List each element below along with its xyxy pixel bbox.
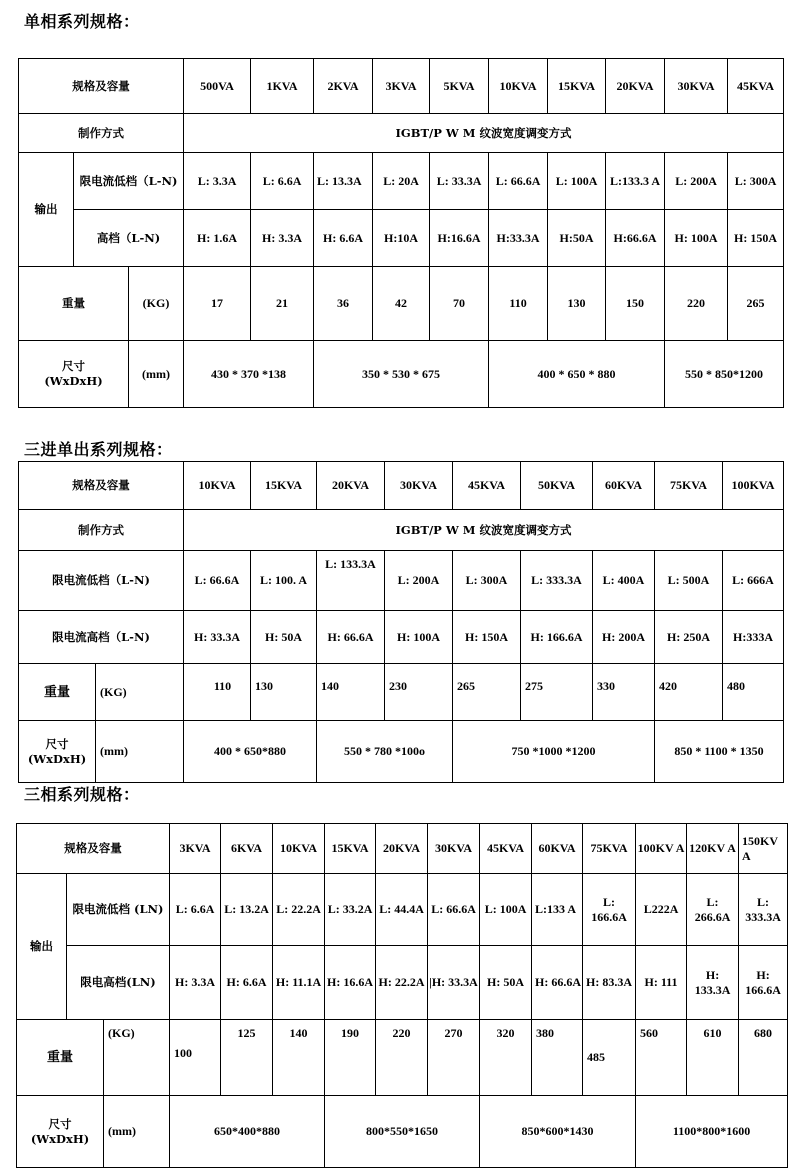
low-current-cell: L: 300A: [728, 153, 784, 210]
high-current-cell: H:33.3A: [489, 210, 548, 267]
size-cell: 400 * 650 * 880: [489, 341, 665, 408]
capacity-cell: 5KVA: [430, 59, 489, 114]
size-cell: 850*600*1430: [480, 1096, 636, 1168]
low-current-cell: L:133.3 A: [606, 153, 665, 210]
weight-cell: 140: [317, 664, 385, 721]
high-current-cell: H: 166.6A: [521, 611, 593, 664]
weight-label: 重量: [17, 1020, 104, 1096]
size-cell: 350 * 530 * 675: [314, 341, 489, 408]
spec-label: 规格及容量: [19, 59, 184, 114]
size-cell: 550 * 780 *100o: [317, 721, 453, 783]
size-cell: 400 * 650*880: [184, 721, 317, 783]
low-current-cell: L: 33.2A: [325, 874, 376, 946]
size-label-text: 尺寸: [48, 1116, 72, 1131]
weight-cell: 130: [251, 664, 317, 721]
high-current-cell: H: 1.6A: [184, 210, 251, 267]
low-current-cell: L222A: [636, 874, 687, 946]
high-current-cell: H: 100A: [385, 611, 453, 664]
size-unit: (mm): [96, 721, 184, 783]
high-current-cell: H:16.6A: [430, 210, 489, 267]
capacity-cell: 120KV A: [687, 824, 739, 874]
high-current-cell: H:66.6A: [606, 210, 665, 267]
high-current-cell: H:333A: [723, 611, 784, 664]
capacity-cell: 60KVA: [593, 462, 655, 510]
low-current-cell: L: 500A: [655, 551, 723, 611]
size-label-sub: (WxDxH): [30, 1131, 90, 1146]
capacity-cell: 30KVA: [428, 824, 480, 874]
weight-cell: 275: [521, 664, 593, 721]
low-current-cell: L: 166.6A: [583, 874, 636, 946]
low-current-cell: L: 100. A: [251, 551, 317, 611]
weight-cell: 17: [184, 267, 251, 341]
weight-cell: 485: [583, 1020, 636, 1096]
capacity-cell: 500VA: [184, 59, 251, 114]
capacity-cell: 20KVA: [376, 824, 428, 874]
low-current-cell: L: 133.3A: [317, 551, 385, 611]
size-cell: 800*550*1650: [325, 1096, 480, 1168]
size-unit: (mm): [129, 341, 184, 408]
high-current-cell: |H: 33.3A: [428, 946, 480, 1020]
low-current-cell: L: 22.2A: [273, 874, 325, 946]
capacity-cell: 6KVA: [221, 824, 273, 874]
capacity-cell: 45KVA: [480, 824, 532, 874]
weight-cell: 140: [273, 1020, 325, 1096]
low-current-cell: L: 300A: [453, 551, 521, 611]
high-current-cell: H: 83.3A: [583, 946, 636, 1020]
capacity-cell: 3KVA: [373, 59, 430, 114]
weight-cell: 190: [325, 1020, 376, 1096]
low-current-cell: L: 666A: [723, 551, 784, 611]
size-label-text: 尺寸: [45, 736, 69, 751]
low-current-label: 限电流低档（L-N): [19, 551, 184, 611]
weight-cell: 110: [489, 267, 548, 341]
high-current-label: 限电流高档（L-N): [19, 611, 184, 664]
size-label-sub: (WxDxH): [27, 751, 87, 766]
low-current-cell: L: 3.3A: [184, 153, 251, 210]
weight-cell: 220: [376, 1020, 428, 1096]
low-current-cell: L:133 A: [532, 874, 583, 946]
weight-cell: 21: [251, 267, 314, 341]
single-phase-spec-table: [18, 58, 784, 408]
high-current-cell: H: 100A: [665, 210, 728, 267]
high-current-cell: H: 111: [636, 946, 687, 1020]
capacity-cell: 45KVA: [453, 462, 521, 510]
method-value: IGBT/P W M 纹波宽度调变方式: [184, 114, 784, 153]
low-current-label: 限电流低档（L-N): [74, 153, 184, 210]
capacity-cell: 3KVA: [170, 824, 221, 874]
low-current-cell: L: 66.6A: [489, 153, 548, 210]
capacity-cell: 60KVA: [532, 824, 583, 874]
low-current-cell: L: 200A: [385, 551, 453, 611]
high-current-label: 高档（L-N): [74, 210, 184, 267]
low-current-cell: L: 20A: [373, 153, 430, 210]
weight-cell: 380: [532, 1020, 583, 1096]
capacity-cell: 30KVA: [385, 462, 453, 510]
capacity-cell: 1KVA: [251, 59, 314, 114]
output-label: 输出: [17, 874, 67, 1020]
high-current-cell: H: 50A: [251, 611, 317, 664]
method-label: 制作方式: [19, 114, 184, 153]
capacity-cell: 75KVA: [583, 824, 636, 874]
weight-cell: 560: [636, 1020, 687, 1096]
weight-cell: 680: [739, 1020, 788, 1096]
size-cell: 850 * 1100 * 1350: [655, 721, 784, 783]
weight-cell: 330: [593, 664, 655, 721]
weight-label: 重量: [19, 267, 129, 341]
high-current-cell: H: 33.3A: [184, 611, 251, 664]
size-cell: 650*400*880: [170, 1096, 325, 1168]
low-current-cell: L: 266.6A: [687, 874, 739, 946]
weight-cell: 270: [428, 1020, 480, 1096]
weight-cell: 42: [373, 267, 430, 341]
high-current-cell: H: 6.6A: [314, 210, 373, 267]
low-current-cell: L: 100A: [548, 153, 606, 210]
low-current-cell: L: 333.3A: [521, 551, 593, 611]
weight-unit: (KG): [104, 1020, 170, 1096]
weight-cell: 480: [723, 664, 784, 721]
size-label-text: 尺寸: [62, 359, 85, 373]
high-current-cell: H: 66.6A: [317, 611, 385, 664]
low-current-cell: L: 33.3A: [430, 153, 489, 210]
size-label: [17, 1096, 104, 1168]
weight-cell: 36: [314, 267, 373, 341]
weight-unit: (KG): [129, 267, 184, 341]
capacity-cell: 10KVA: [273, 824, 325, 874]
low-current-cell: L: 6.6A: [170, 874, 221, 946]
three-phase-spec-table: [16, 823, 788, 1168]
high-current-cell: H: 250A: [655, 611, 723, 664]
size-unit: (mm): [104, 1096, 170, 1168]
low-current-cell: L: 13.3A: [314, 153, 373, 210]
low-current-cell: L: 66.6A: [184, 551, 251, 611]
weight-cell: 110: [184, 664, 251, 721]
three-in-single-out-spec-table: [18, 461, 784, 783]
high-current-cell: H:50A: [548, 210, 606, 267]
high-current-cell: H: 150A: [453, 611, 521, 664]
weight-cell: 130: [548, 267, 606, 341]
capacity-cell: 10KVA: [489, 59, 548, 114]
weight-cell: 230: [385, 664, 453, 721]
weight-cell: 220: [665, 267, 728, 341]
weight-label: 重量: [19, 664, 96, 721]
capacity-cell: 30KVA: [665, 59, 728, 114]
single-phase-title: 单相系列规格：: [24, 12, 140, 31]
high-current-cell: H: 150A: [728, 210, 784, 267]
weight-cell: 150: [606, 267, 665, 341]
capacity-cell: 15KVA: [548, 59, 606, 114]
high-current-cell: H: 11.1A: [273, 946, 325, 1020]
capacity-cell: 20KVA: [606, 59, 665, 114]
size-label: [19, 721, 96, 783]
weight-cell: 320: [480, 1020, 532, 1096]
capacity-cell: 100KV A: [636, 824, 687, 874]
low-current-label: 限电流低档 (LN): [67, 874, 170, 946]
high-current-cell: H: 50A: [480, 946, 532, 1020]
method-label: 制作方式: [19, 510, 184, 551]
low-current-cell: L: 200A: [665, 153, 728, 210]
high-current-label: 限电高档(LN): [67, 946, 170, 1020]
output-label: 输出: [19, 153, 74, 267]
method-value: IGBT/P W M 纹波宽度调变方式: [184, 510, 784, 551]
low-current-cell: L: 6.6A: [251, 153, 314, 210]
weight-cell: 265: [728, 267, 784, 341]
capacity-cell: 15KVA: [325, 824, 376, 874]
capacity-cell: 2KVA: [314, 59, 373, 114]
capacity-cell: 10KVA: [184, 462, 251, 510]
weight-cell: 610: [687, 1020, 739, 1096]
weight-unit: (KG): [96, 664, 184, 721]
capacity-cell: 15KVA: [251, 462, 317, 510]
weight-cell: 125: [221, 1020, 273, 1096]
capacity-cell: 150KV A: [739, 824, 788, 874]
size-cell: 430 * 370 *138: [184, 341, 314, 408]
weight-cell: 265: [453, 664, 521, 721]
three-phase-title: 三相系列规格：: [24, 785, 140, 804]
high-current-cell: H:10A: [373, 210, 430, 267]
high-current-cell: H: 3.3A: [251, 210, 314, 267]
high-current-cell: H: 66.6A: [532, 946, 583, 1020]
low-current-cell: L: 13.2A: [221, 874, 273, 946]
capacity-cell: 50KVA: [521, 462, 593, 510]
low-current-cell: L: 333.3A: [739, 874, 788, 946]
spec-label: 规格及容量: [17, 824, 170, 874]
high-current-cell: H: 200A: [593, 611, 655, 664]
size-cell: 1100*800*1600: [636, 1096, 788, 1168]
size-label-sub: (WxDxH): [44, 374, 103, 388]
size-label: [19, 341, 129, 408]
high-current-cell: H: 3.3A: [170, 946, 221, 1020]
three-in-single-out-title: 三进单出系列规格：: [24, 440, 173, 459]
size-cell: 550 * 850*1200: [665, 341, 784, 408]
size-cell: 750 *1000 *1200: [453, 721, 655, 783]
high-current-cell: H: 166.6A: [739, 946, 788, 1020]
capacity-cell: 45KVA: [728, 59, 784, 114]
low-current-cell: L: 100A: [480, 874, 532, 946]
weight-cell: 70: [430, 267, 489, 341]
capacity-cell: 20KVA: [317, 462, 385, 510]
weight-cell: 100: [170, 1020, 221, 1096]
spec-label: 规格及容量: [19, 462, 184, 510]
weight-cell: 420: [655, 664, 723, 721]
capacity-cell: 75KVA: [655, 462, 723, 510]
low-current-cell: L: 66.6A: [428, 874, 480, 946]
high-current-cell: H: 16.6A: [325, 946, 376, 1020]
high-current-cell: H: 22.2A: [376, 946, 428, 1020]
low-current-cell: L: 400A: [593, 551, 655, 611]
low-current-cell: L: 44.4A: [376, 874, 428, 946]
high-current-cell: H: 133.3A: [687, 946, 739, 1020]
high-current-cell: H: 6.6A: [221, 946, 273, 1020]
capacity-cell: 100KVA: [723, 462, 784, 510]
